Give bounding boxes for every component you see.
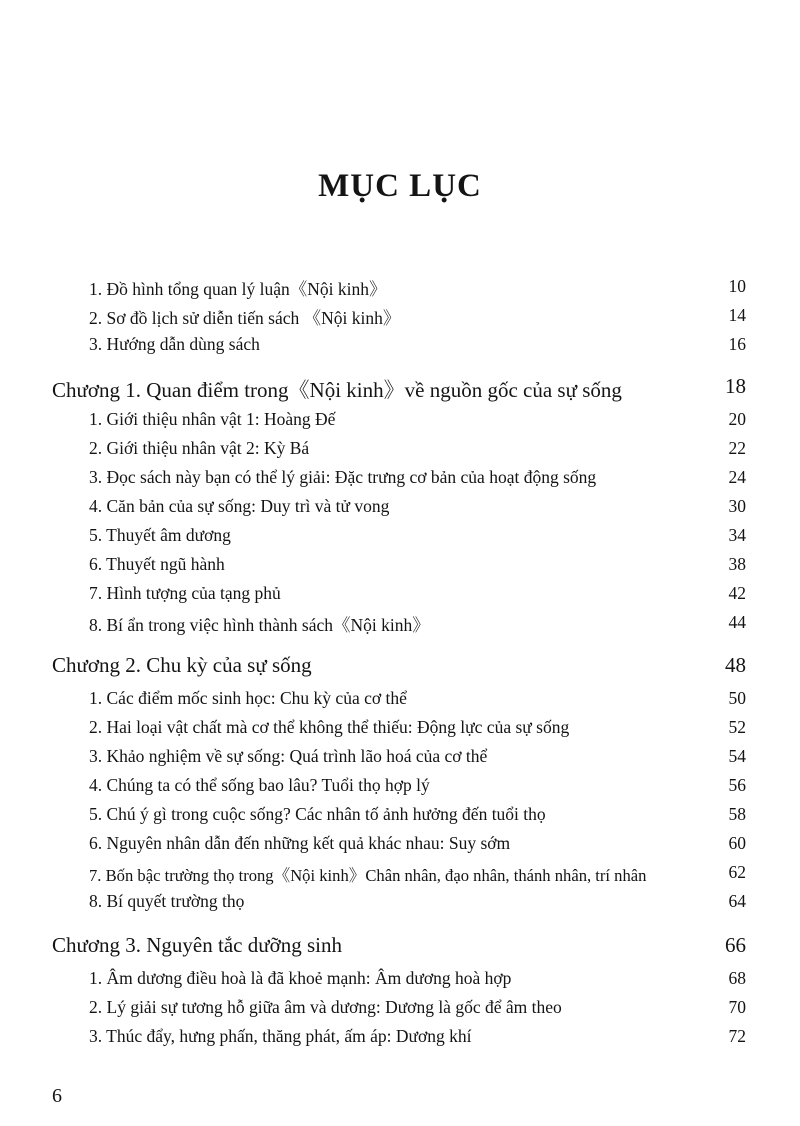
toc-entry-page: 14	[728, 305, 746, 325]
toc-entry-page: 20	[728, 409, 746, 429]
toc-entry-label: 7. Hình tượng của tạng phủ	[89, 583, 281, 603]
chapter-page: 18	[725, 374, 746, 398]
toc-entry-label: 7. Bốn bậc trường thọ trong《Nội kinh》Chân nhân, đạo nhân, thánh nhân, trí nhân	[89, 866, 647, 885]
toc-entry-page: 68	[728, 968, 746, 988]
toc-entry-label: 2. Giới thiệu nhân vật 2: Kỳ Bá	[89, 438, 310, 458]
toc-entry-page: 58	[728, 804, 746, 824]
toc-entry-label: 2. Lý giải sự tương hỗ giữa âm và dương: Dương là gốc để âm theo	[89, 997, 562, 1017]
toc-entry-label: 3. Đọc sách này bạn có thể lý giải: Đặc trưng cơ bản của hoạt động sống	[89, 467, 597, 487]
toc-entry-label: 5. Chú ý gì trong cuộc sống? Các nhân tố ảnh hưởng đến tuổi thọ	[89, 804, 546, 824]
toc-entry	[0, 1026, 800, 1054]
toc-entry	[0, 525, 800, 553]
toc-entry-page: 44	[728, 612, 746, 632]
toc-entry	[0, 968, 800, 996]
toc-entry-page: 56	[728, 775, 746, 795]
toc-entry-page: 38	[728, 554, 746, 574]
toc-entry	[0, 804, 800, 832]
toc-entry	[0, 276, 800, 304]
toc-entry-page: 64	[728, 891, 746, 911]
toc-entry	[0, 334, 800, 362]
toc-entry	[0, 833, 800, 861]
toc-entry-label: 8. Bí quyết trường thọ	[89, 891, 245, 911]
chapter-page: 48	[725, 653, 746, 677]
toc-entry	[0, 997, 800, 1025]
page-number: 6	[52, 1085, 62, 1107]
toc-entry	[0, 775, 800, 803]
toc-entry-page: 54	[728, 746, 746, 766]
page-title: MỤC LỤC	[318, 168, 482, 204]
toc-entry	[0, 496, 800, 524]
chapter-heading	[0, 933, 800, 961]
toc-entry	[0, 554, 800, 582]
toc-entry-page: 60	[728, 833, 746, 853]
toc-entry	[0, 612, 800, 640]
toc-entry	[0, 409, 800, 437]
toc-entry-label: 2. Hai loại vật chất mà cơ thể không thể thiếu: Động lực của sự sống	[89, 717, 570, 737]
toc-entry-page: 22	[728, 438, 746, 458]
toc-entry-label: 8. Bí ẩn trong việc hình thành sách《Nội kinh》	[89, 615, 430, 635]
toc-entry-page: 70	[728, 997, 746, 1017]
toc-entry-label: 3. Thúc đẩy, hưng phấn, thăng phát, ấm áp: Dương khí	[89, 1026, 472, 1046]
toc-entry-label: 4. Căn bản của sự sống: Duy trì và tử vong	[89, 496, 390, 516]
toc-entry-page: 42	[728, 583, 746, 603]
toc-entry	[0, 305, 800, 333]
toc-entry-page: 34	[728, 525, 746, 545]
toc-entry	[0, 862, 800, 890]
chapter-title: Chương 3. Nguyên tắc dưỡng sinh	[52, 933, 342, 957]
toc-entry-label: 6. Nguyên nhân dẫn đến những kết quả khác nhau: Suy sớm	[89, 833, 511, 853]
toc-entry-label: 5. Thuyết âm dương	[89, 525, 231, 545]
toc-entry	[0, 891, 800, 919]
toc-entry	[0, 583, 800, 611]
toc-entry	[0, 746, 800, 774]
toc-entry-label: 3. Hướng dẫn dùng sách	[89, 334, 260, 354]
toc-entry	[0, 717, 800, 745]
chapter-title: Chương 2. Chu kỳ của sự sống	[52, 653, 312, 677]
toc-entry-page: 30	[728, 496, 746, 516]
toc-entry-page: 72	[728, 1026, 746, 1046]
toc-entry	[0, 688, 800, 716]
toc-entry-label: 4. Chúng ta có thể sống bao lâu? Tuổi thọ hợp lý	[89, 775, 430, 795]
toc-entry-label: 1. Giới thiệu nhân vật 1: Hoàng Đế	[89, 409, 336, 429]
toc-entry-label: 2. Sơ đồ lịch sử diễn tiến sách 《Nội kinh》	[89, 308, 401, 328]
toc-entry-page: 16	[728, 334, 746, 354]
chapter-heading	[0, 653, 800, 681]
toc-entry-label: 3. Khảo nghiệm về sự sống: Quá trình lão hoá của cơ thể	[89, 746, 488, 766]
toc-entry-page: 52	[728, 717, 746, 737]
toc-entry-label: 1. Đồ hình tổng quan lý luận《Nội kinh》	[89, 279, 387, 299]
toc-entry	[0, 438, 800, 466]
chapter-title: Chương 1. Quan điểm trong《Nội kinh》về nguồn gốc của sự sống	[52, 378, 622, 402]
toc-entry-label: 1. Các điểm mốc sinh học: Chu kỳ của cơ thể	[89, 688, 407, 708]
chapter-page: 66	[725, 933, 746, 957]
toc-entry-label: 1. Âm dương điều hoà là đã khoẻ mạnh: Âm dương hoà hợp	[89, 968, 512, 988]
toc-entry-page: 62	[728, 862, 746, 882]
toc-entry	[0, 467, 800, 495]
chapter-heading	[0, 374, 800, 402]
toc-entry-page: 24	[728, 467, 746, 487]
toc-entry-page: 10	[728, 276, 746, 296]
toc-entry-label: 6. Thuyết ngũ hành	[89, 554, 225, 574]
toc-entry-page: 50	[728, 688, 746, 708]
